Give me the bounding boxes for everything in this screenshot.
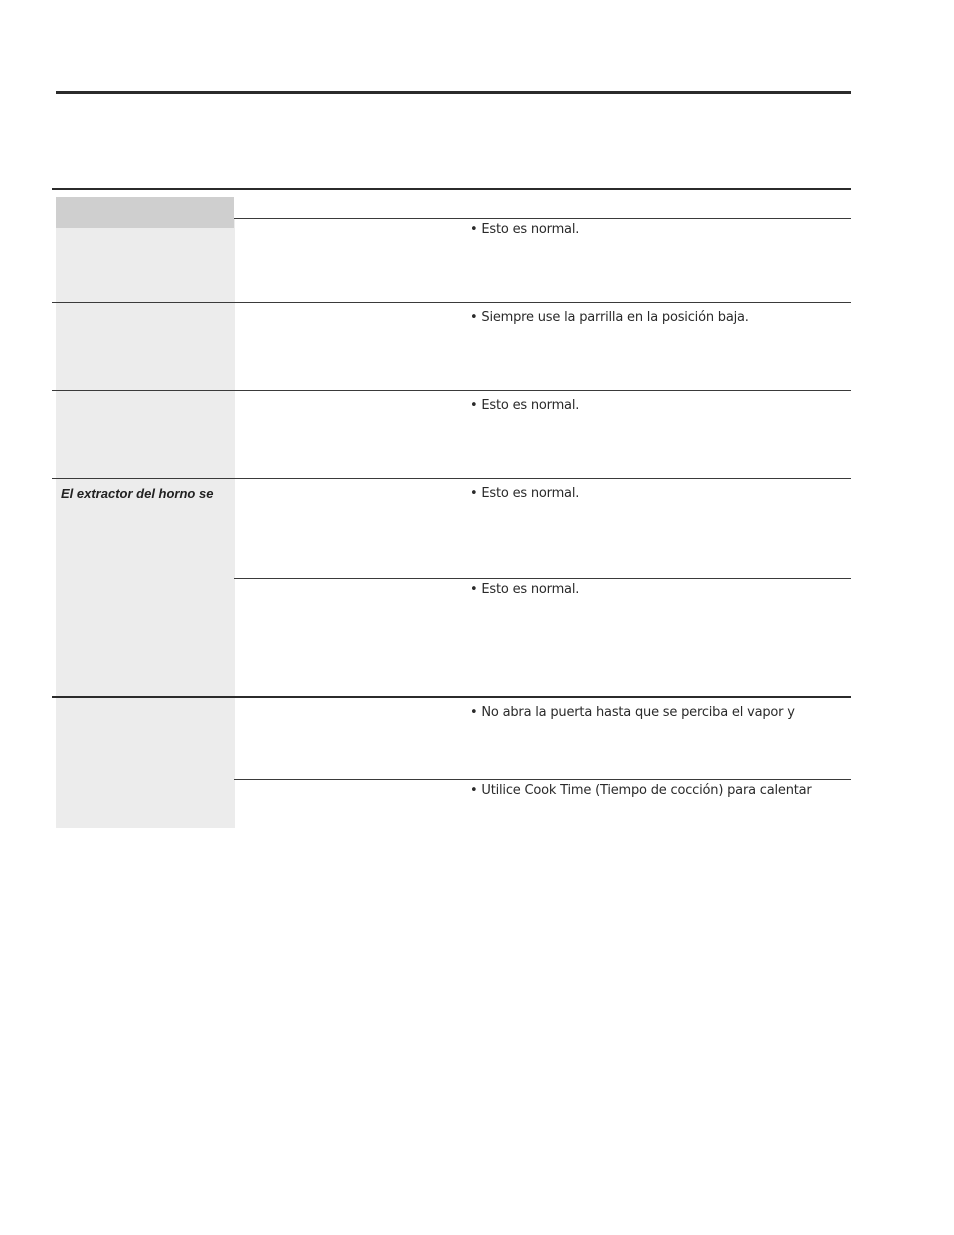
row-divider <box>52 302 851 303</box>
solution-text: • Utilice Cook Time (Tiempo de cocción) para calentar <box>470 783 812 798</box>
sub-row-divider <box>234 779 851 780</box>
problem-column-header <box>56 197 234 228</box>
row-divider <box>52 696 851 698</box>
problem-column-shade <box>56 219 235 828</box>
solution-text: • Esto es normal. <box>470 398 580 413</box>
problem-text: El extractor del horno se <box>61 486 214 501</box>
solution-text: • Esto es normal. <box>470 222 580 237</box>
solution-text: • Esto es normal. <box>470 582 580 597</box>
row-divider <box>52 390 851 391</box>
solution-text: • Siempre use la parrilla en la posición baja. <box>470 310 749 325</box>
solution-text: • Esto es normal. <box>470 486 580 501</box>
top-rule <box>56 91 851 94</box>
solution-text: • No abra la puerta hasta que se perciba el vapor y <box>470 705 795 720</box>
table-top-rule <box>52 188 851 190</box>
header-divider <box>234 218 851 219</box>
sub-row-divider <box>234 578 851 579</box>
row-divider <box>52 478 851 479</box>
